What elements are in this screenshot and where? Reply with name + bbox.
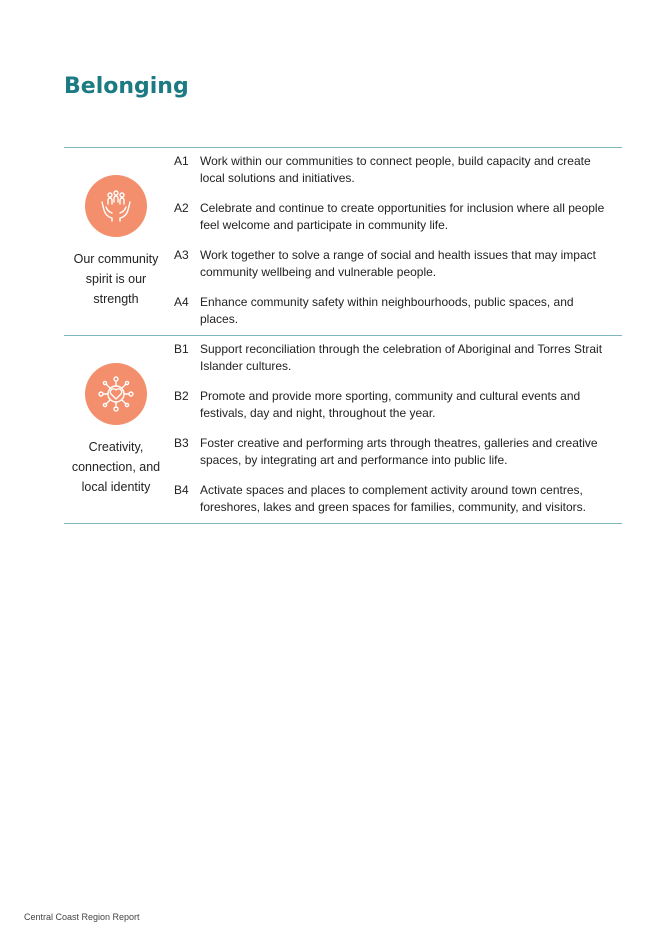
list-item bbox=[168, 200, 622, 233]
section-label: Our community spirit is our strength bbox=[73, 251, 159, 306]
list-item bbox=[168, 482, 622, 515]
item-text: Enhance community safety within neighbourhoods, public spaces, and places. bbox=[200, 295, 574, 326]
heart-network-icon bbox=[85, 363, 147, 425]
hands-community-icon bbox=[85, 175, 147, 237]
page-title: Belonging bbox=[64, 74, 189, 99]
item-code: B4 bbox=[174, 483, 189, 497]
list-item bbox=[168, 435, 622, 468]
item-code: B3 bbox=[174, 436, 189, 450]
section-creativity bbox=[64, 335, 622, 524]
item-text: Work within our communities to connect people, build capacity and create local solutions and initiatives. bbox=[200, 154, 591, 185]
item-code: A4 bbox=[174, 295, 189, 309]
page-footer: Central Coast Region Report bbox=[24, 912, 140, 922]
item-code: B1 bbox=[174, 342, 189, 356]
item-text: Work together to solve a range of social and health issues that may impact community wellbeing and vulnerable people. bbox=[200, 248, 596, 279]
list-item bbox=[168, 153, 622, 186]
section-label: Creativity, connection, and local identity bbox=[71, 439, 161, 494]
item-code: A2 bbox=[174, 201, 189, 215]
list-item bbox=[168, 341, 622, 374]
section-items bbox=[168, 336, 622, 523]
item-text: Activate spaces and places to complement activity around town centres, foreshores, lakes and green spaces for families, community, and visitors. bbox=[200, 483, 586, 514]
item-text: Foster creative and performing arts through theatres, galleries and creative spaces, by integrating art and performance into public life. bbox=[200, 436, 598, 467]
item-code: A3 bbox=[174, 248, 189, 262]
item-code: B2 bbox=[174, 389, 189, 403]
list-item bbox=[168, 388, 622, 421]
item-text: Promote and provide more sporting, community and cultural events and festivals, day and night, throughout the year. bbox=[200, 389, 581, 420]
section-items bbox=[168, 148, 622, 335]
item-text: Support reconciliation through the celebration of Aboriginal and Torres Strait Islander cultures. bbox=[200, 342, 603, 373]
section-theme bbox=[64, 336, 168, 523]
item-code: A1 bbox=[174, 154, 189, 168]
list-item bbox=[168, 294, 622, 327]
list-item bbox=[168, 247, 622, 280]
section-community-spirit bbox=[64, 147, 622, 335]
strategy-table bbox=[64, 147, 622, 524]
item-text: Celebrate and continue to create opportunities for inclusion where all people feel welcome and participate in community life. bbox=[200, 201, 605, 232]
section-theme bbox=[64, 148, 168, 335]
